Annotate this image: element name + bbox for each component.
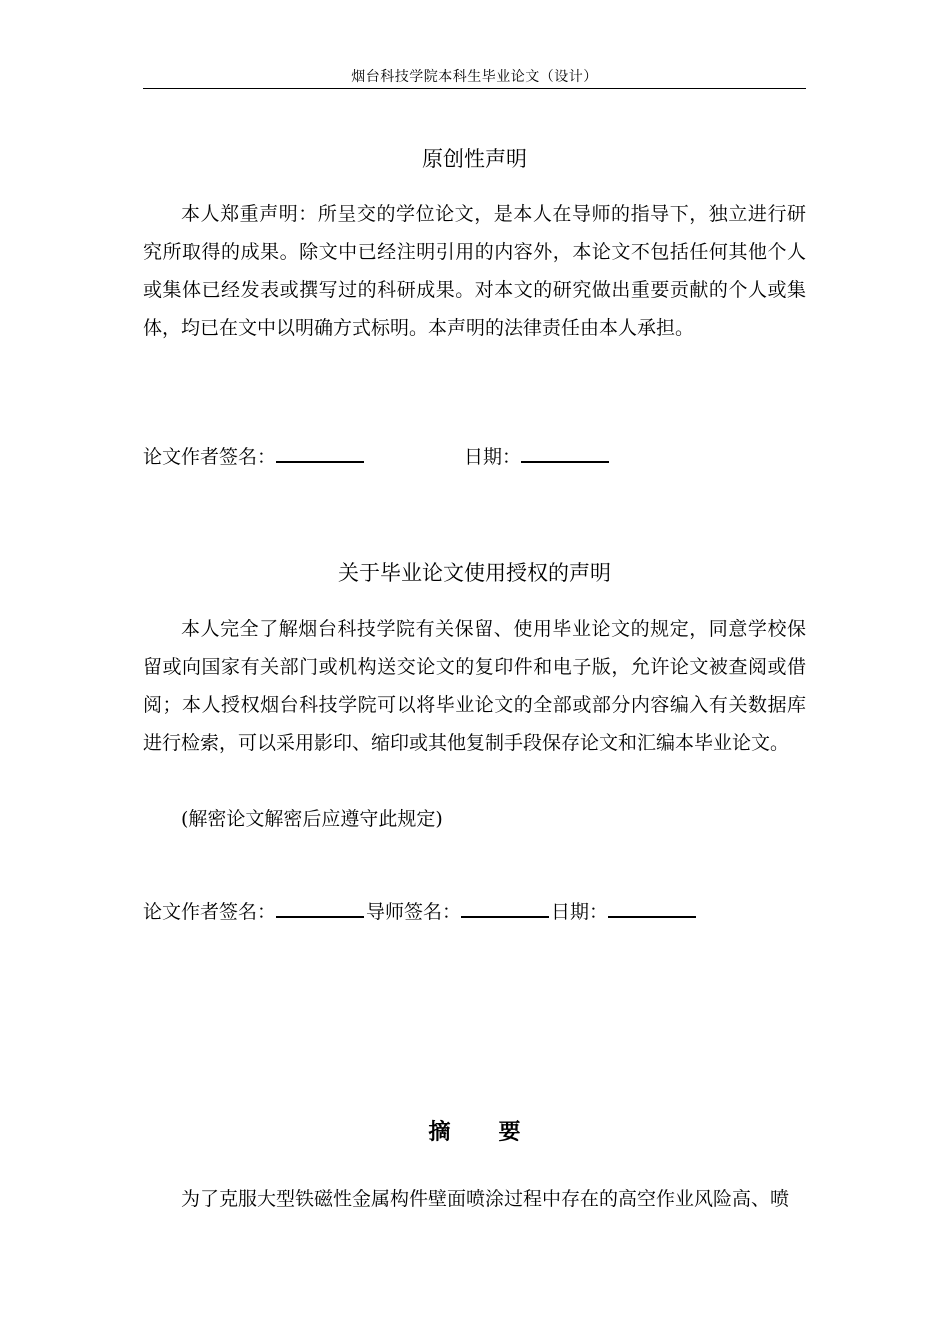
abstract-title: 摘要: [428, 1120, 569, 1145]
authorization-title: 关于毕业论文使用授权的声明: [338, 561, 611, 585]
originality-signature-row: [143, 441, 806, 472]
date-label: 日期：: [464, 446, 522, 468]
advisor-sign-blank[interactable]: [461, 896, 549, 918]
header-rule: [143, 88, 806, 89]
originality-title: 原创性声明: [422, 147, 527, 171]
originality-body: 本人郑重声明：所呈交的学位论文，是本人在导师的指导下，独立进行研究所取得的成果。除文中已经注明引用的内容外，本论文不包括任何其他个人或集体已经发表或撰写过的科研成果。对本文的研究做出重要贡献的个人或集体，均已在文中以明确方式标明。本声明的法律责任由本人承担。: [143, 203, 806, 339]
advisor-sign-label: 导师签名：: [366, 901, 462, 923]
date-blank[interactable]: [521, 441, 609, 463]
author-sign-label: 论文作者签名：: [143, 446, 277, 468]
author-sign-blank[interactable]: [276, 896, 364, 918]
author-sign-blank[interactable]: [276, 441, 364, 463]
authorization-note: (解密论文解密后应遵守此规定): [181, 808, 443, 830]
author-sign-label: 论文作者签名：: [143, 901, 277, 923]
abstract-first-line: 为了克服大型铁磁性金属构件壁面喷涂过程中存在的高空作业风险高、喷: [181, 1188, 790, 1210]
date-label: 日期：: [551, 901, 609, 923]
page-header: 烟台科技学院本科生毕业论文（设计）: [351, 69, 598, 85]
authorization-signature-row: [143, 896, 806, 927]
date-blank[interactable]: [608, 896, 696, 918]
authorization-body: 本人完全了解烟台科技学院有关保留、使用毕业论文的规定，同意学校保留或向国家有关部门或机构送交论文的复印件和电子版，允许论文被查阅或借阅；本人授权烟台科技学院可以将毕业论文的全部或部分内容编入有关数据库进行检索，可以采用影印、缩印或其他复制手段保存论文和汇编本毕业论文。: [143, 618, 806, 754]
